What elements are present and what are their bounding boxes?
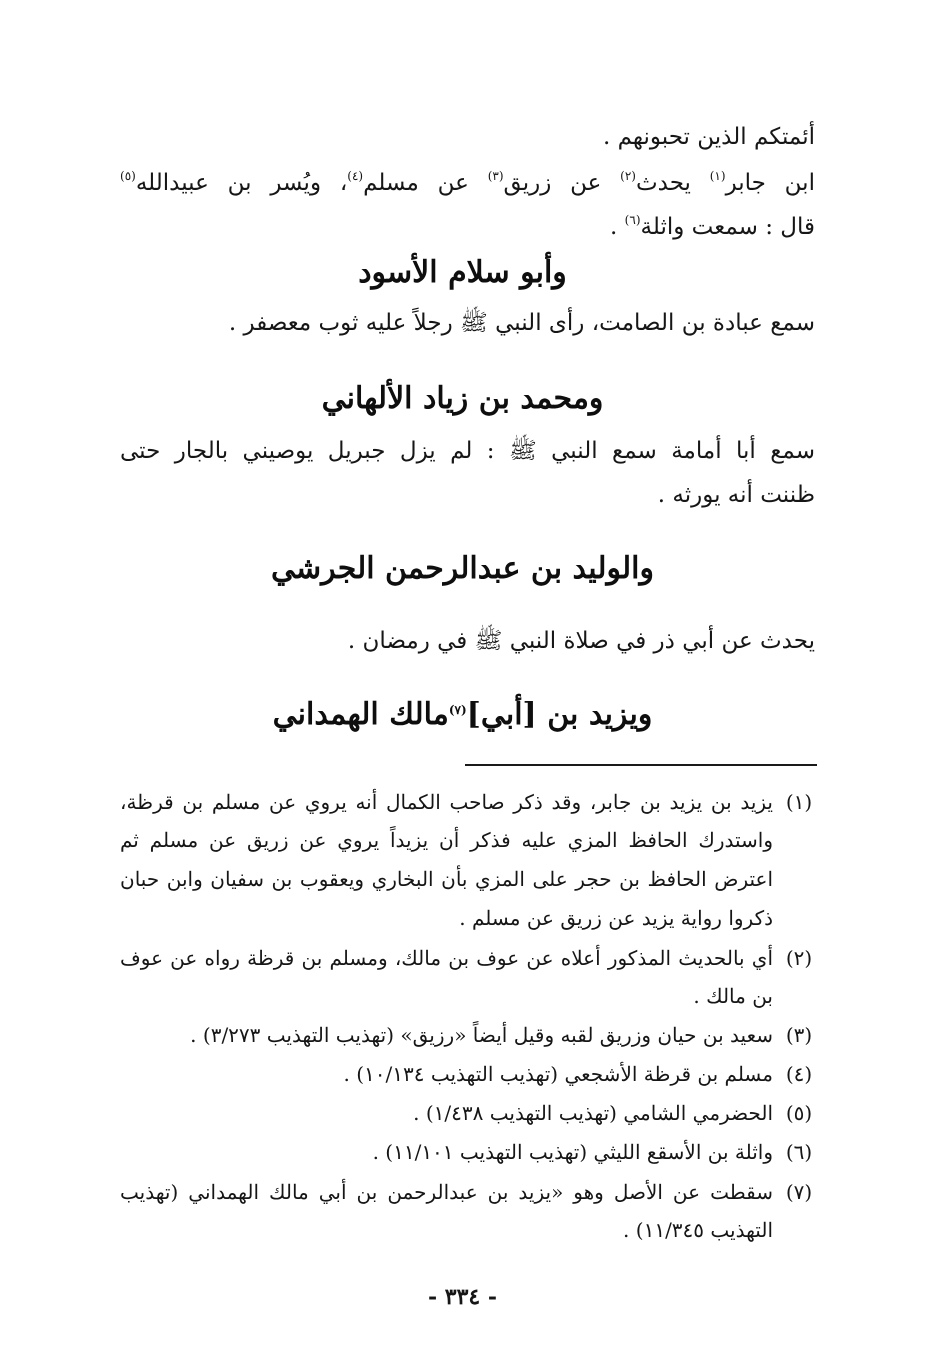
footnote-separator [465,764,817,766]
section-heading: والوليد بن عبدالرحمن الجرشي [271,551,654,586]
page-number: - ٣٣٤ - [427,1284,498,1310]
footnote-line: بن مالك . [693,984,773,1008]
body-line: ابن جابر$^{(١)}$ يحدث$^{(٢)}$ عن زريق$^{(٣)}$ عن مسلم$^{(٤)}$، ويُسر بن عبيدالله$^{(٥)}$ [120,169,815,196]
footnote-line: سقطت عن الأصل وهو «يزيد بن عبدالرحمن بن أبي مالك الهمداني (تهذيب [120,1180,773,1204]
section-line: سمع أبا أمامة سمع النبي ﷺ : لم يزل جبريل يوصيني بالجار حتى [120,438,815,464]
section-heading: وأبو سلام الأسود [358,255,567,290]
footnote-line: أي بالحديث المذكور أعلاه عن عوف بن مالك، ومسلم بن قرظة رواه عن عوف [120,946,773,970]
footnote-line: التهذيب ١١/٣٤٥) . [623,1218,773,1242]
section-heading: ويزيد بن [أبي]$^{(٧)}$مالك الهمداني [272,697,653,732]
footnote-line: مسلم بن قرظة الأشجعي (تهذيب التهذيب ١٠/١٣٤) . [343,1062,773,1086]
footnote-line: سعيد بن حيان وزريق لقبه وقيل أيضاً «رزيق» (تهذيب التهذيب ٣/٢٧٣) . [190,1023,773,1047]
footnote-line: ذكروا رواية يزيد عن زريق عن مسلم . [459,906,773,930]
footnote-number: (٧) [785,1180,813,1204]
footnote-number: (٦) [785,1140,813,1164]
body-line: أئمتكم الذين تحبونهم . [602,124,815,150]
footnote-line: واثلة بن الأسقع الليثي (تهذيب التهذيب ١١/١٠١) . [372,1140,773,1164]
footnote-number: (٣) [785,1023,813,1047]
footnote-line: الحضرمي الشامي (تهذيب التهذيب ١/٤٣٨) . [413,1101,773,1125]
body-line: قال : سمعت واثلة$^{(٦)}$ . [610,213,815,240]
footnote-number: (٤) [785,1062,813,1086]
footnote-line: اعترض الحافظ بن حجر على المزي بأن البخاري ويعقوب بن سفيان وابن حبان [120,867,773,891]
footnote-number: (٢) [785,946,813,970]
section-line: سمع عبادة بن الصامت، رأى النبي ﷺ رجلاً عليه ثوب معصفر . [228,310,815,336]
footnote-number: (١) [785,790,813,814]
section-line: ظننت أنه يورثه . [657,482,815,508]
section-heading: ومحمد بن زياد الألهاني [321,381,604,416]
footnote-number: (٥) [785,1101,813,1125]
footnote-line: واستدرك الحافظ المزي عليه فذكر أن يزيداً يروي عن زريق عن مسلم ثم [120,828,773,852]
section-line: يحدث عن أبي ذر في صلاة النبي ﷺ في رمضان . [347,628,815,654]
footnote-line: يزيد بن يزيد بن جابر، وقد ذكر صاحب الكمال أنه يروي عن مسلم بن قرظة، [120,790,773,814]
